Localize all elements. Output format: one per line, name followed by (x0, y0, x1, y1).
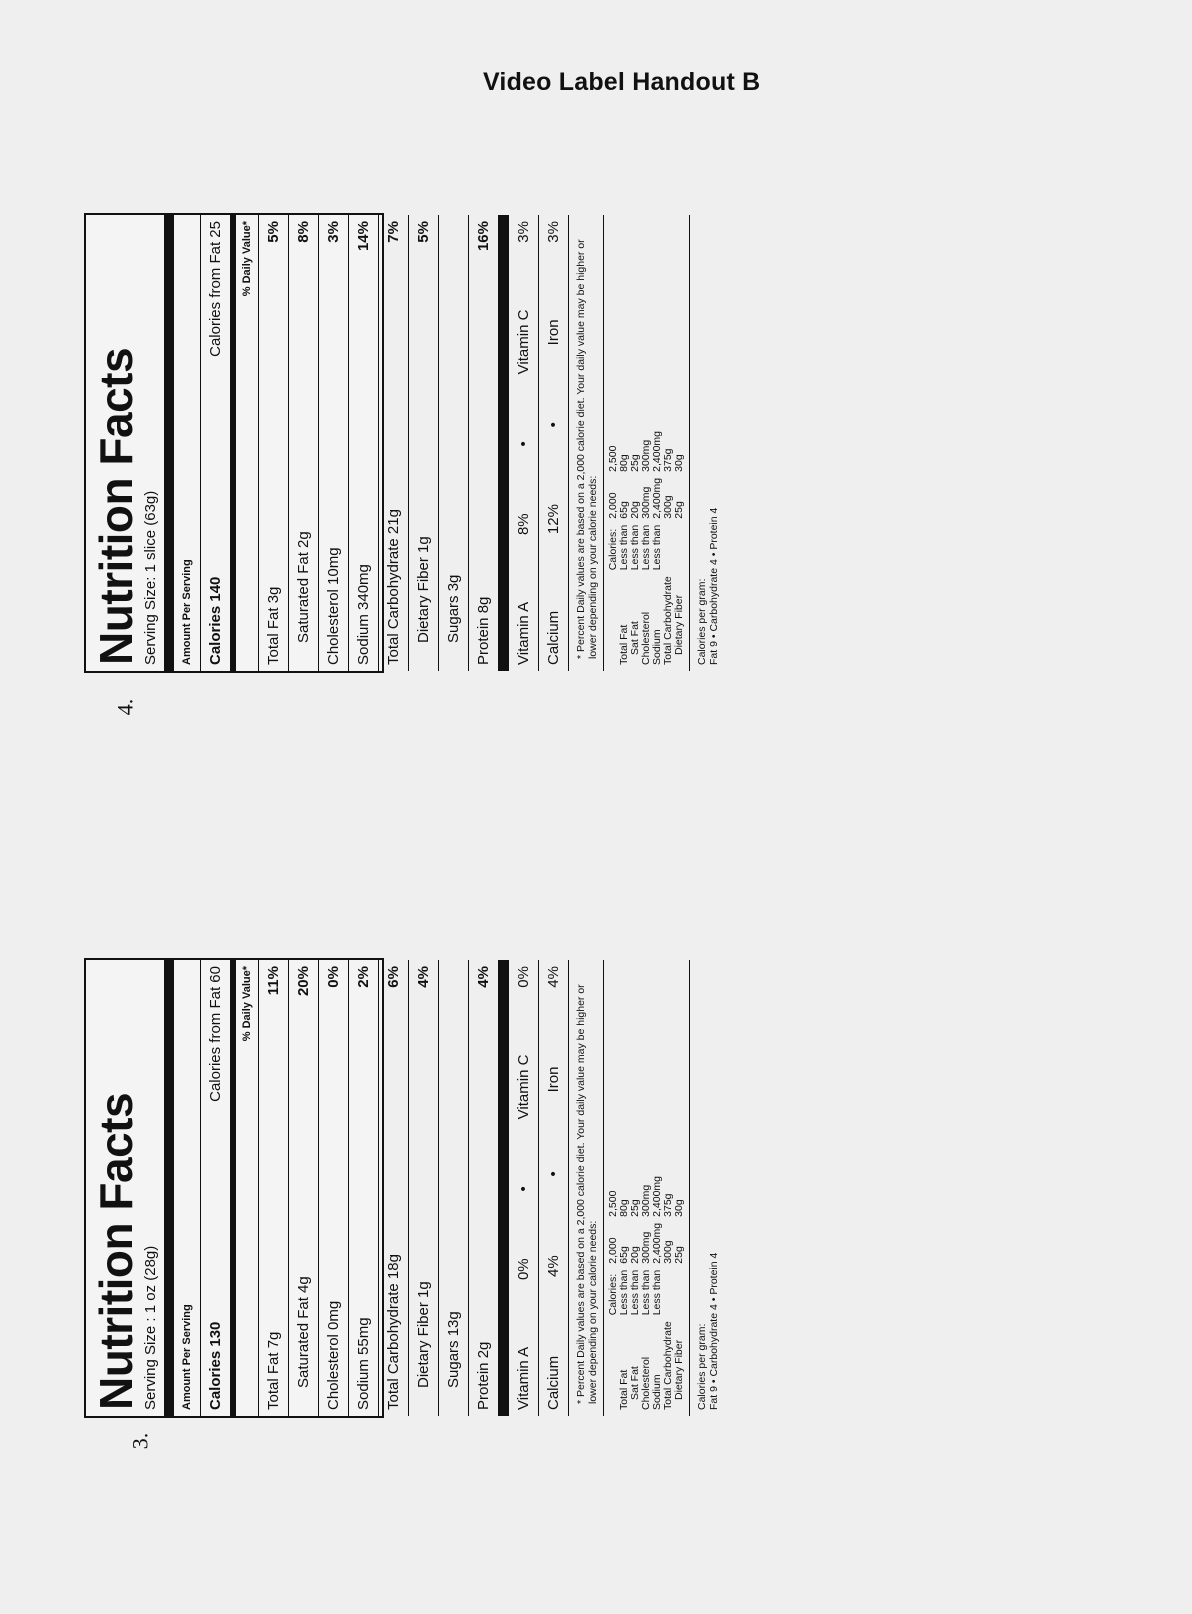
nutrient-row: Sodium 340mg 14% (349, 215, 379, 671)
label-number-4: 4. (112, 698, 138, 716)
nutrient-row: Cholesterol 0mg 0% (319, 960, 349, 1416)
page-title: Video Label Handout B (483, 68, 761, 96)
amount-per-serving: Amount Per Serving (174, 215, 201, 671)
nutrient-row: Total Fat 3g 5% (259, 215, 289, 671)
footnote: * Percent Daily values are based on a 2,000 calorie diet. Your daily value may be higher or lower depending on your calorie needs: (569, 960, 604, 1416)
vitamin-row: Vitamin A 8% • Vitamin C 3% (509, 215, 539, 671)
nutrition-label-3 (84, 958, 720, 1418)
mineral-row: Calcium 4% • Iron 4% (539, 960, 569, 1416)
label-title: Nutrition Facts (90, 1092, 142, 1410)
nutrition-facts-panel (84, 958, 720, 1418)
calories-row: Calories 140 Calories from Fat 25 (201, 215, 231, 671)
nutrient-row: Sugars 13g (439, 960, 469, 1416)
nutrition-facts-panel (84, 213, 720, 673)
nutrient-row: Total Carbohydrate 18g 6% (379, 960, 409, 1416)
daily-value-header: % Daily Value* (236, 215, 259, 671)
nutrient-row: Sodium 55mg 2% (349, 960, 379, 1416)
nutrient-row: Total Carbohydrate 21g 7% (379, 215, 409, 671)
nutrient-row: Protein 8g 16% (469, 215, 499, 671)
nutrient-row: Dietary Fiber 1g 5% (409, 215, 439, 671)
serving-size: Serving Size: 1 slice (63g) (142, 490, 159, 665)
calories-row: Calories 130 Calories from Fat 60 (201, 960, 231, 1416)
nutrient-row: Dietary Fiber 1g 4% (409, 960, 439, 1416)
nutrient-row: Total Fat 7g 11% (259, 960, 289, 1416)
nutrient-row: Protein 2g 4% (469, 960, 499, 1416)
nutrient-row: Saturated Fat 2g 8% (289, 215, 319, 671)
calories-per-gram: Calories per gram: Fat 9 • Carbohydrate 4 • Protein 4 (696, 507, 720, 665)
nutrition-label-4 (84, 213, 720, 673)
daily-value-table: Calories: 2,000 2,500 Total Fat Less than 65g 80g Sat Fat Less than 20g 25g Cholesterol Less than 300mg 300mg Sodium Less than 2,400mg 2,400mg Total Carbohydrate 300g 375g Dietary Fiber 25g 30g (604, 215, 690, 671)
nutrient-row: Sugars 3g (439, 215, 469, 671)
divider (164, 960, 174, 1416)
vitamin-row: Vitamin A 0% • Vitamin C 0% (509, 960, 539, 1416)
serving-size: Serving Size : 1 oz (28g) (142, 1245, 159, 1410)
divider (499, 960, 509, 1416)
amount-per-serving: Amount Per Serving (174, 960, 201, 1416)
footnote: * Percent Daily values are based on a 2,000 calorie diet. Your daily value may be higher or lower depending on your calorie needs: (569, 215, 604, 671)
divider (164, 215, 174, 671)
label-title: Nutrition Facts (90, 347, 142, 665)
nutrient-row: Cholesterol 10mg 3% (319, 215, 349, 671)
label-number-3: 3. (127, 1432, 153, 1450)
daily-value-table: Calories: 2,000 2,500 Total Fat Less than 65g 80g Sat Fat Less than 20g 25g Cholesterol Less than 300mg 300mg Sodium Less than 2,400mg 2,400mg Total Carbohydrate 300g 375g Dietary Fiber 25g 30g (604, 960, 690, 1416)
nutrient-row: Saturated Fat 4g 20% (289, 960, 319, 1416)
daily-value-header: % Daily Value* (236, 960, 259, 1416)
divider (499, 215, 509, 671)
mineral-row: Calcium 12% • Iron 3% (539, 215, 569, 671)
calories-per-gram: Calories per gram: Fat 9 • Carbohydrate 4 • Protein 4 (696, 1252, 720, 1410)
